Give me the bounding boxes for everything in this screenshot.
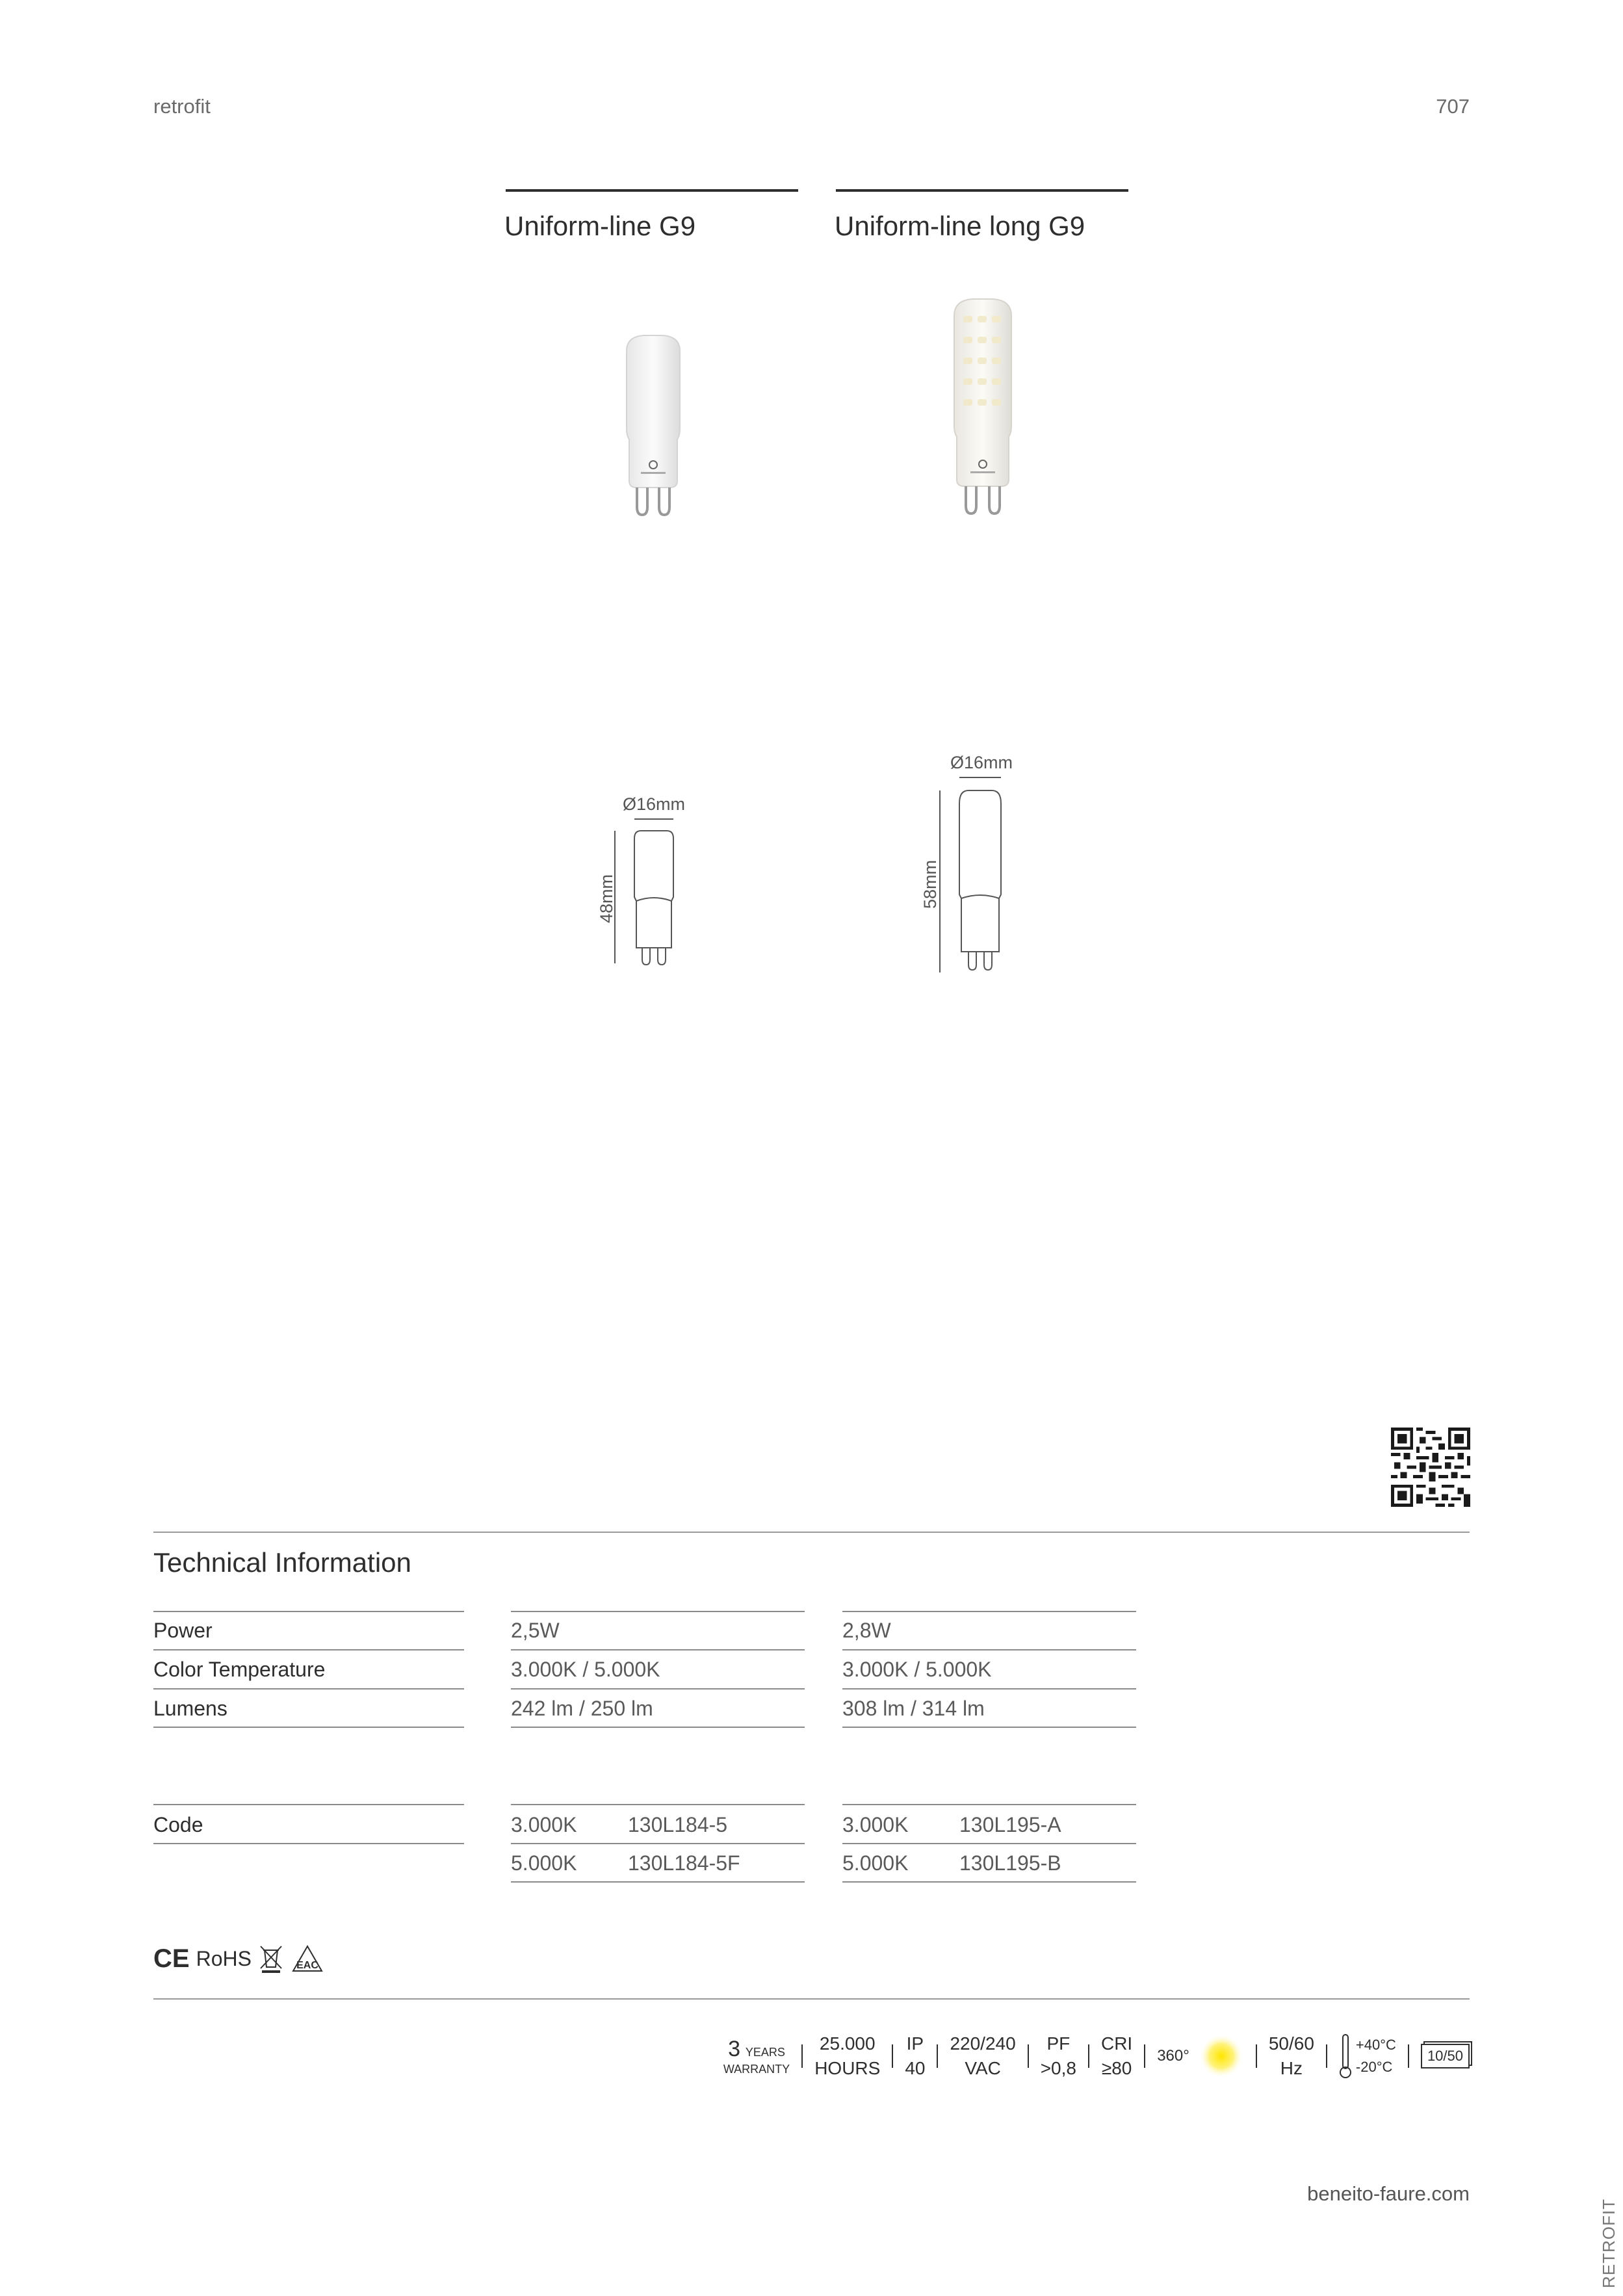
svg-text:EAC: EAC — [296, 1960, 318, 1971]
code-col2-line — [842, 1881, 1136, 1883]
beam-angle-badge: 360° — [1145, 2033, 1256, 2079]
spec-value-power-2: 2,8W — [842, 1619, 891, 1642]
section-divider — [153, 1532, 1470, 1533]
col2-line — [842, 1649, 1136, 1650]
spec-value-color-temp-1: 3.000K / 5.000K — [511, 1658, 660, 1681]
packaging-badge: 10/50 — [1409, 2044, 1470, 2068]
code-number: 130L195-A — [959, 1813, 1061, 1836]
ip-badge: IP 40 — [905, 2033, 926, 2078]
power-factor-badge: PF >0,8 — [1040, 2033, 1076, 2078]
light-glow-icon — [1199, 2033, 1244, 2079]
certifications — [153, 1944, 324, 1974]
code-col2-line — [842, 1843, 1136, 1844]
product-2-rule — [836, 189, 1128, 192]
code-temp: 3.000K — [511, 1813, 577, 1836]
code-number: 130L184-5F — [628, 1851, 740, 1875]
frequency-badge: 50/60 Hz — [1268, 2033, 1314, 2078]
qr-code-icon[interactable] — [1391, 1428, 1470, 1507]
spec-value-lumens-1: 242 lm / 250 lm — [511, 1697, 653, 1720]
section-label: retrofit — [153, 95, 211, 118]
website-link[interactable]: beneito-faure.com — [1307, 2182, 1470, 2205]
voltage-badge: 220/240 VAC — [950, 2033, 1016, 2078]
col1-line — [511, 1611, 805, 1612]
side-section-tag: RETROFIT — [1599, 2198, 1618, 2288]
badge-divider — [153, 1998, 1470, 2000]
col1-line — [511, 1727, 805, 1728]
label-line — [153, 1688, 464, 1689]
product-2-photo — [944, 296, 1022, 517]
col2-line — [842, 1727, 1136, 1728]
product-1-photo — [617, 332, 689, 520]
feature-badges — [712, 2027, 1470, 2085]
code-temp: 5.000K — [842, 1851, 909, 1875]
technical-title: Technical Information — [153, 1547, 411, 1578]
product-2-dimension-drawing — [936, 771, 1027, 985]
product-2-title: Uniform-line long G9 — [835, 211, 1085, 241]
code-number: 130L195-B — [959, 1851, 1061, 1875]
product-1-title: Uniform-line G9 — [504, 211, 696, 241]
spec-value-power-1: 2,5W — [511, 1619, 560, 1642]
lifetime-badge: 25.000 HOURS — [814, 2033, 881, 2078]
temperature-range-badge: +40°C -20°C — [1327, 2033, 1408, 2079]
col2-line — [842, 1611, 1136, 1612]
code-col2-line — [842, 1804, 1136, 1805]
code-label-line — [153, 1804, 464, 1805]
label-line — [153, 1727, 464, 1728]
spec-label-power: Power — [153, 1619, 213, 1642]
product-2-height: 58mm — [920, 859, 940, 909]
col1-line — [511, 1649, 805, 1650]
spec-value-color-temp-2: 3.000K / 5.000K — [842, 1658, 992, 1681]
code-col1-line — [511, 1843, 805, 1844]
eac-mark-icon — [291, 1944, 324, 1974]
product-1-height: 48mm — [597, 874, 616, 923]
code-temp: 5.000K — [511, 1851, 577, 1875]
label-line — [153, 1649, 464, 1650]
col2-line — [842, 1688, 1136, 1689]
weee-bin-icon — [258, 1944, 284, 1974]
rohs-label: RoHS — [196, 1946, 252, 1970]
code-number: 130L184-5 — [628, 1813, 728, 1836]
spec-label-color-temperature: Color Temperature — [153, 1658, 326, 1681]
thermometer-icon — [1339, 2033, 1352, 2079]
spec-label-lumens: Lumens — [153, 1697, 227, 1720]
col1-line — [511, 1688, 805, 1689]
product-1-diameter: Ø16mm — [623, 794, 686, 814]
product-1-rule — [506, 189, 798, 192]
code-col1-line — [511, 1804, 805, 1805]
code-col1-line — [511, 1881, 805, 1883]
product-2-diameter: Ø16mm — [950, 753, 1013, 772]
warranty-badge: 3 YEARS WARRANTY — [723, 2037, 790, 2076]
label-line — [153, 1611, 464, 1612]
code-label: Code — [153, 1813, 203, 1836]
spec-value-lumens-2: 308 lm / 314 lm — [842, 1697, 985, 1720]
ce-mark-icon: CE — [153, 1944, 190, 1973]
product-1-dimension-drawing — [611, 813, 695, 982]
page-number: 707 — [1436, 95, 1470, 118]
cri-badge: CRI ≥80 — [1100, 2033, 1133, 2078]
code-label-line — [153, 1843, 464, 1844]
code-temp: 3.000K — [842, 1813, 909, 1836]
